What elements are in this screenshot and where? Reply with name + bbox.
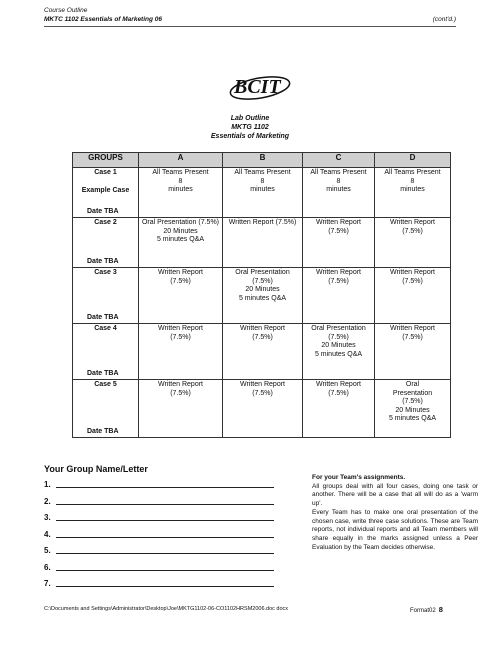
case-label: Case 2 xyxy=(94,219,117,226)
line-number: 2. xyxy=(44,496,51,506)
form-label: Format02 xyxy=(410,608,436,614)
table-header-row xyxy=(73,153,451,168)
table-cell: All Teams Present 8 minutes xyxy=(223,168,303,218)
blank-line xyxy=(56,537,274,538)
table-cell: Oral Presentation (7.5%) 20 Minutes 5 minutes Q&A xyxy=(303,324,375,380)
header-c: C xyxy=(303,153,375,168)
table-cell: All Teams Present 8 minutes xyxy=(139,168,223,218)
member-line[interactable] xyxy=(44,480,274,489)
case-label: Case 1 xyxy=(94,169,117,176)
group-name-heading: Your Group Name/Letter xyxy=(44,464,148,474)
table-cell: Written Report (7.5%) xyxy=(139,324,223,380)
line-number: 4. xyxy=(44,529,51,539)
case-schedule-table xyxy=(72,152,451,438)
table-cell: Written Report (7.5%) xyxy=(223,218,303,268)
title-line-2: MKTG 1102 xyxy=(231,124,269,131)
header-divider xyxy=(44,26,456,27)
table-row xyxy=(73,218,451,268)
table-cell: Written Report (7.5%) xyxy=(139,380,223,438)
header-a: A xyxy=(139,153,223,168)
date-label: Date TBA xyxy=(87,369,119,377)
blank-line xyxy=(56,553,274,554)
case-label: Case 5 xyxy=(94,381,117,388)
blank-line xyxy=(56,570,274,571)
table-cell: All Teams Present 8 minutes xyxy=(303,168,375,218)
table-cell: Written Report (7.5%) xyxy=(139,268,223,324)
group-cell xyxy=(73,218,139,268)
table-row xyxy=(73,380,451,438)
member-line[interactable] xyxy=(44,563,274,572)
case-label: Case 4 xyxy=(94,325,117,332)
table-row xyxy=(73,268,451,324)
member-line[interactable] xyxy=(44,579,274,588)
assignments-heading: For your Team's assignments. xyxy=(312,474,406,481)
table-cell: Oral Presentation (7.5%) 20 Minutes 5 minutes Q&A xyxy=(139,218,223,268)
date-label: Date TBA xyxy=(87,427,119,435)
member-line[interactable] xyxy=(44,513,274,522)
date-label: Date TBA xyxy=(87,313,119,321)
blank-line xyxy=(56,504,274,505)
table-cell: Written Report (7.5%) xyxy=(375,324,451,380)
table-cell: Oral Presentation (7.5%) 20 Minutes 5 minutes Q&A xyxy=(223,268,303,324)
member-line[interactable] xyxy=(44,530,274,539)
blank-line xyxy=(56,586,274,587)
table-cell: Written Report (7.5%) xyxy=(303,218,375,268)
group-cell xyxy=(73,168,139,218)
member-line[interactable] xyxy=(44,546,274,555)
table-cell: Oral Presentation (7.5%) 20 Minutes 5 minutes Q&A xyxy=(375,380,451,438)
line-number: 6. xyxy=(44,562,51,572)
date-label: Date TBA xyxy=(87,207,119,215)
running-header xyxy=(44,6,162,24)
case-sub-label: Example Case xyxy=(81,186,130,194)
title-line-1: Lab Outline xyxy=(230,115,270,122)
course-code-label: MKTC 1102 Essentials of Marketing 06 xyxy=(44,16,163,23)
assignments-para-1: All groups deal with all four cases, doing one task or another. There will be a case that all will do as a 'warm up'. xyxy=(312,482,478,508)
file-path-footer: C:\Documents and Settings\Administrator\Desktop\Joe\MKTG1102-06-CO1102HRSM2006.doc docx xyxy=(44,606,289,612)
member-line[interactable] xyxy=(44,497,274,506)
contd-label: (cont'd.) xyxy=(432,16,456,23)
blank-line xyxy=(56,487,274,488)
assignments-para-2: Every Team has to make one oral presentation of the chosen case, write three case solutions. These are Team reports, not individual reports and all Team members will share equally in the marks assigned unless a Peer Evaluation by the Team decides otherwise. xyxy=(312,508,478,551)
line-number: 1. xyxy=(44,480,51,489)
blank-line xyxy=(56,520,274,521)
line-number: 3. xyxy=(44,513,51,522)
page-footer xyxy=(410,605,443,614)
page-number: 8 xyxy=(438,605,443,614)
bcit-logo xyxy=(226,68,294,104)
table-cell: Written Report (7.5%) xyxy=(303,380,375,438)
case-label: Case 3 xyxy=(94,269,117,276)
header-d: D xyxy=(375,153,451,168)
table-cell: Written Report (7.5%) xyxy=(375,268,451,324)
date-label: Date TBA xyxy=(87,257,119,265)
assignments-note xyxy=(312,474,478,552)
header-b: B xyxy=(223,153,303,168)
header-groups: GROUPS xyxy=(73,153,139,168)
table-cell: Written Report (7.5%) xyxy=(223,380,303,438)
course-outline-label: Course Outline xyxy=(44,7,88,14)
table-row xyxy=(73,168,451,218)
group-cell xyxy=(73,324,139,380)
lab-outline-titles xyxy=(0,114,500,141)
table-cell: Written Report (7.5%) xyxy=(375,218,451,268)
group-cell xyxy=(73,380,139,438)
title-line-3: Essentials of Marketing xyxy=(210,133,290,140)
table-cell: Written Report (7.5%) xyxy=(223,324,303,380)
table-cell: Written Report (7.5%) xyxy=(303,268,375,324)
line-number: 5. xyxy=(44,546,51,555)
svg-text:BCIT: BCIT xyxy=(234,76,281,98)
table-cell: All Teams Present 8 minutes xyxy=(375,168,451,218)
group-cell xyxy=(73,268,139,324)
table-row xyxy=(73,324,451,380)
line-number: 7. xyxy=(44,579,51,588)
